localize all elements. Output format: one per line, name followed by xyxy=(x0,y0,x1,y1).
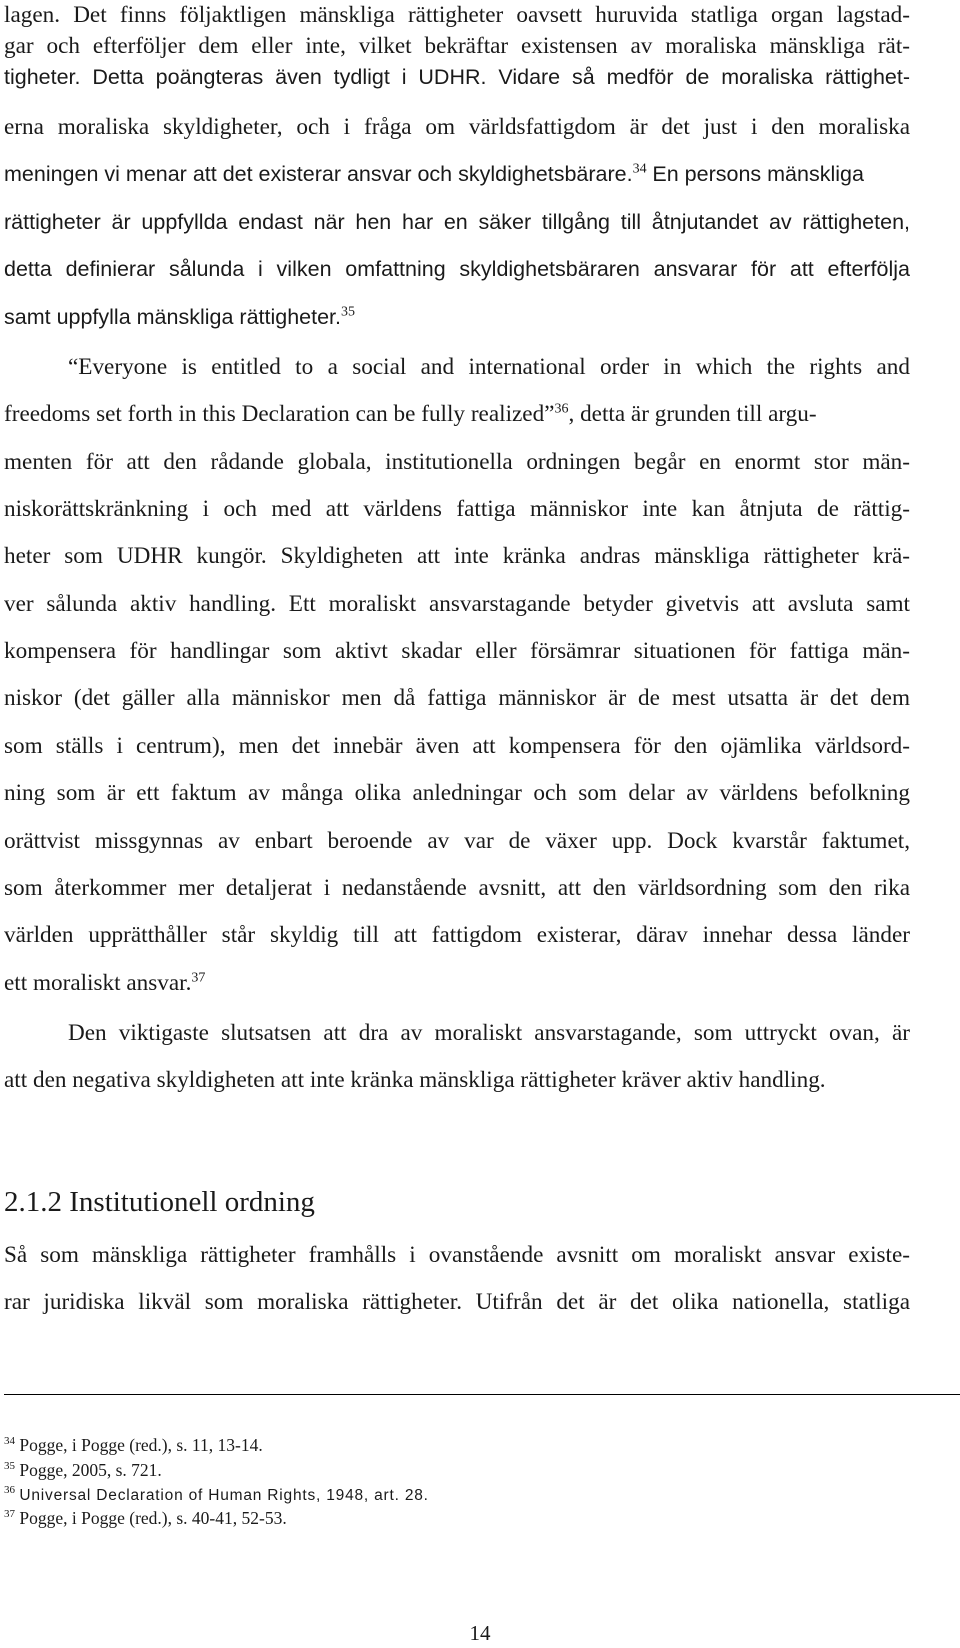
body-line: som ställs i centrum), men det innebär även att kompensera för den ojämlika världsord- xyxy=(4,733,910,759)
footnote xyxy=(4,1483,429,1507)
body-line xyxy=(4,62,910,92)
body-text: ett moraliskt ansvar. xyxy=(4,970,192,996)
page-number: 14 xyxy=(469,1621,491,1645)
footnote-ref-35[interactable]: 35 xyxy=(341,304,355,320)
footnote xyxy=(4,1434,263,1456)
body-line xyxy=(4,207,910,237)
footnote-text: Pogge, i Pogge (red.), s. 40-41, 52-53. xyxy=(19,1508,287,1528)
footnote-number: 37 xyxy=(4,1508,15,1521)
footnote-number: 36 xyxy=(4,1484,15,1497)
body-text: En persons mänskliga xyxy=(652,162,864,186)
footnote-text: Pogge, 2005, s. 721. xyxy=(19,1460,162,1480)
body-line: ver sålunda aktiv handling. Ett moraliskt ansvarstagande betyder givetvis att avsluta samt xyxy=(4,591,910,617)
body-line xyxy=(4,254,910,284)
body-line xyxy=(4,968,910,998)
body-text: tigheter. Detta poängteras även tydligt i UDHR. Vidare så medför de moraliska rättighet- xyxy=(4,65,910,89)
body-text: detta definierar sålunda i vilken omfattning skyldighetsbäraren ansvarar för att efterfölja xyxy=(4,257,910,281)
body-line: Så som mänskliga rättigheter framhålls i ovanstående avsnitt om moraliskt ansvar existe- xyxy=(4,1242,910,1268)
body-line: niskor (det gäller alla människor men då fattiga människor är de mest utsatta är det dem xyxy=(4,685,910,711)
body-line: niskorättskränkning i och med att världens fattiga människor inte kan åtnjuta de rättig- xyxy=(4,496,910,522)
footnote-ref-36[interactable]: 36 xyxy=(554,401,569,417)
body-line: att den negativa skyldigheten att inte kränka mänskliga rättigheter kräver aktiv handling. xyxy=(4,1067,826,1093)
footnote-text: Pogge, i Pogge (red.), s. 11, 13-14. xyxy=(19,1435,263,1455)
footnote-ref-37[interactable]: 37 xyxy=(191,970,206,986)
body-line: heter som UDHR kungör. Skyldigheten att inte kränka andras mänskliga rättigheter krä- xyxy=(4,543,910,569)
section-number: 2.1.2 xyxy=(4,1186,62,1218)
footnote-divider xyxy=(4,1394,960,1395)
body-text: , detta är grunden till argu- xyxy=(568,401,817,427)
body-line: ning som är ett faktum av många olika anledningar och som delar av världens befolkning xyxy=(4,780,910,806)
body-line: som återkommer mer detaljerat i nedanstående avsnitt, att den världsordning som den rika xyxy=(4,875,910,901)
footnote xyxy=(4,1459,162,1481)
body-line xyxy=(4,302,910,332)
footnote-text: Universal Declaration of Human Rights, 1948, art. 28. xyxy=(19,1487,429,1504)
footnote xyxy=(4,1507,287,1529)
body-line: gar och efterföljer dem eller inte, vilket bekräftar existensen av moraliska mänskliga rät- xyxy=(4,33,910,59)
body-text: rättigheter är uppfyllda endast när hen har en säker tillgång till åtnjutandet av rättigheten, xyxy=(4,210,910,234)
quote-line: “Everyone is entitled to a social and international order in which the rights and xyxy=(68,354,910,380)
body-line xyxy=(4,159,910,189)
footnote-number: 34 xyxy=(4,1435,15,1448)
section-title: Institutionell ordning xyxy=(69,1186,315,1218)
body-text: samt uppfylla mänskliga rättigheter. xyxy=(4,305,341,329)
body-line: världen upprätthåller står skyldig till att fattigdom existerar, därav innehar dessa länder xyxy=(4,922,910,948)
body-line: kompensera för handlingar som aktivt skadar eller försämrar situationen för fattiga män- xyxy=(4,638,910,664)
body-text: meningen vi menar att det existerar ansvar och skyldighetsbärare. xyxy=(4,162,633,186)
body-line xyxy=(4,399,910,429)
body-line: erna moraliska skyldigheter, och i fråga om världsfattigdom är det just i den moraliska xyxy=(4,114,910,140)
body-line: Den viktigaste slutsatsen att dra av moraliskt ansvarstagande, som uttryckt ovan, är xyxy=(68,1020,910,1046)
section-heading xyxy=(4,1184,315,1220)
body-line: orättvist missgynnas av enbart beroende av var de växer upp. Dock kvarstår faktumet, xyxy=(4,828,910,854)
body-line: lagen. Det finns följaktligen mänskliga rättigheter oavsett huruvida statliga organ lagstad- xyxy=(4,2,910,28)
body-line: menten för att den rådande globala, institutionella ordningen begår en enormt stor män- xyxy=(4,449,910,475)
footnote-number: 35 xyxy=(4,1460,15,1473)
footnote-ref-34[interactable]: 34 xyxy=(632,161,647,177)
body-line: rar juridiska likväl som moraliska rättigheter. Utifrån det är det olika nationella, statliga xyxy=(4,1289,910,1315)
quote-text: freedoms set forth in this Declaration can be fully realized” xyxy=(4,401,555,427)
